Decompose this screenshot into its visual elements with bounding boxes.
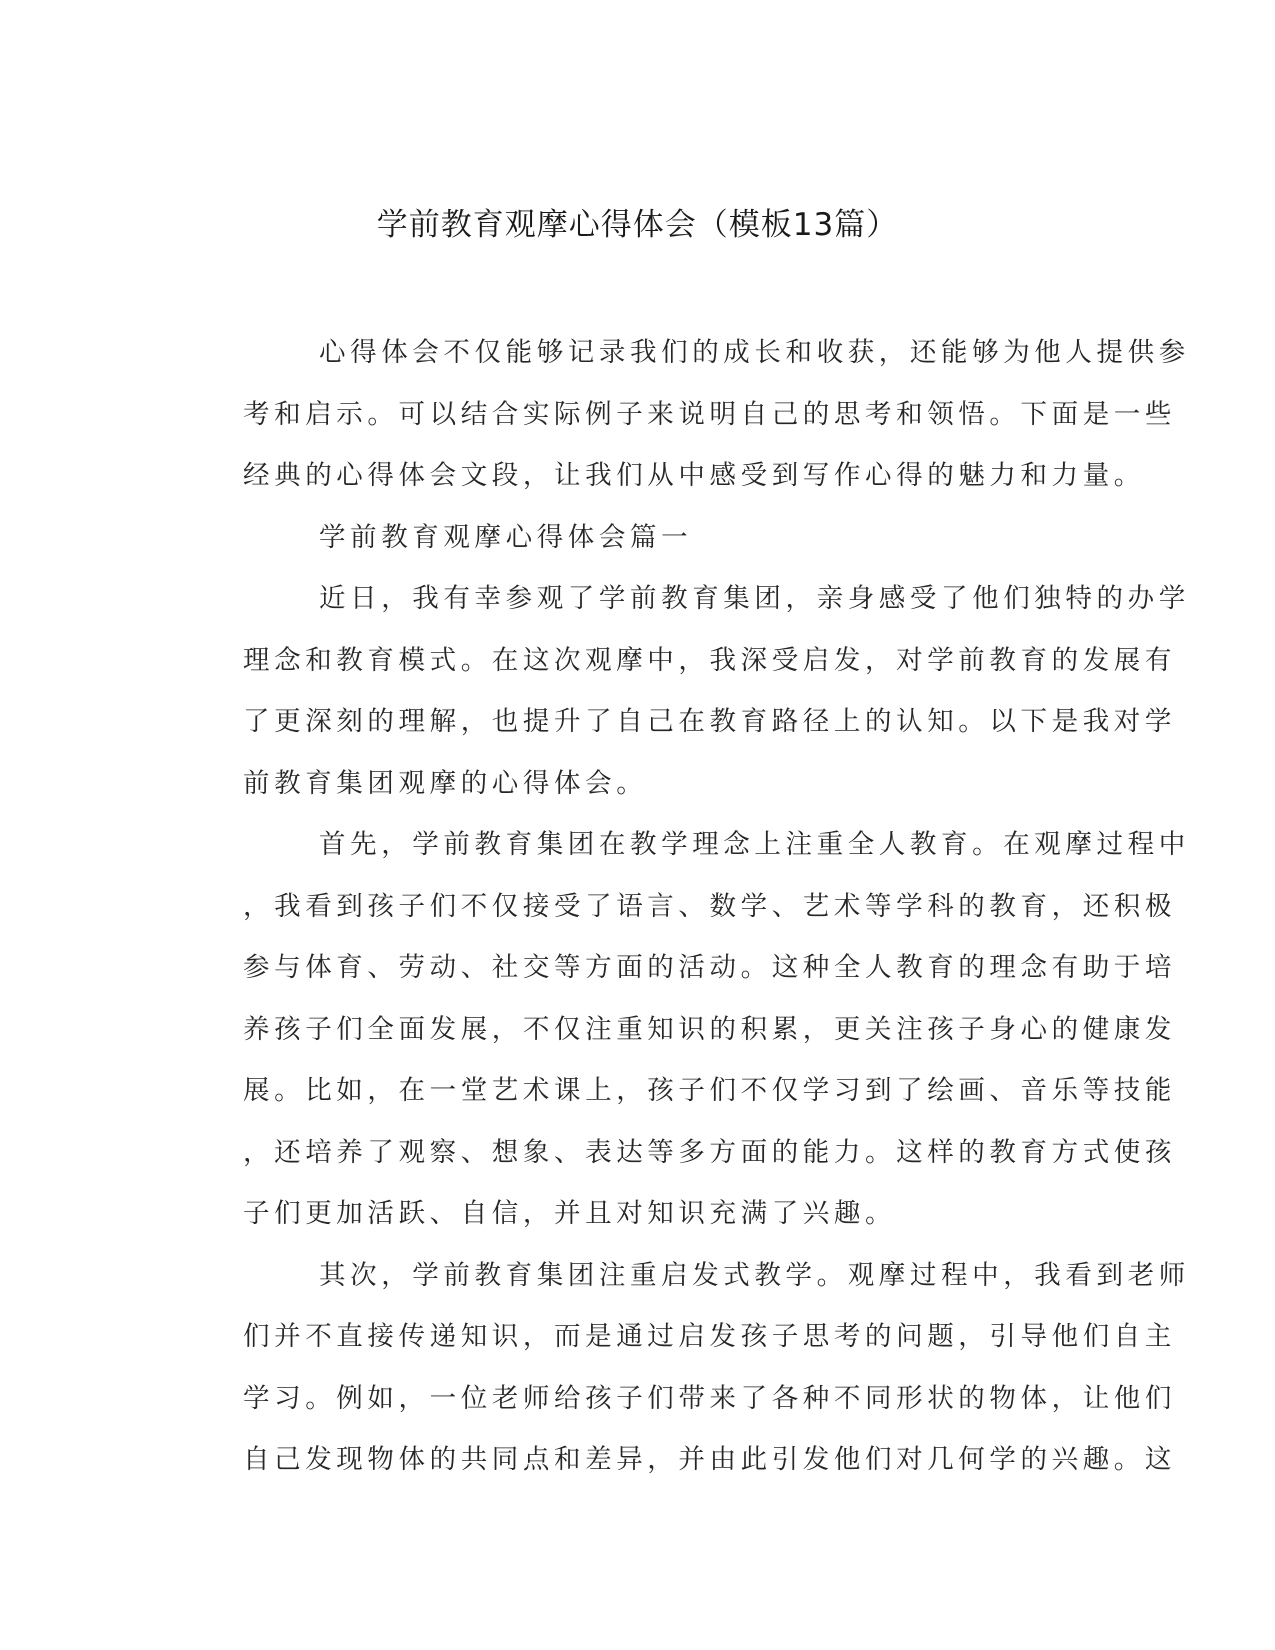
- paragraph-1: [190, 568, 1190, 814]
- text-line: 学习。例如，一位老师给孩子们带来了各种不同形状的物体，让他们: [243, 1382, 1176, 1414]
- text-line: 首先，学前教育集团在教学理念上注重全人教育。在观摩过程中: [319, 829, 1190, 860]
- text-line: 理念和教育模式。在这次观摩中，我深受启发，对学前教育的发展有: [243, 644, 1176, 676]
- text-line: 子们更加活跃、自信，并且对知识充满了兴趣。: [243, 1198, 897, 1229]
- text-line: 自己发现物体的共同点和差异，并由此引发他们对几何学的兴趣。这: [243, 1444, 1176, 1475]
- section-heading: [190, 507, 1080, 569]
- text-line: ，还培养了观察、想象、表达等多方面的能力。这样的教育方式使孩: [243, 1136, 1176, 1168]
- text-line: 考和启示。可以结合实际例子来说明自己的思考和领悟。下面是一些: [243, 398, 1176, 430]
- document-body: [190, 322, 1190, 1491]
- paragraph-2: [190, 814, 1190, 1245]
- text-line: 心得体会不仅能够记录我们的成长和收获，还能够为他人提供参: [319, 337, 1190, 368]
- text-line: 参与体育、劳动、社交等方面的活动。这种全人教育的理念有助于培: [243, 952, 1176, 983]
- text-line: 其次，学前教育集团注重启发式教学。观摩过程中，我看到老师: [319, 1259, 1190, 1291]
- section-heading-text: 学前教育观摩心得体会篇一: [319, 521, 693, 553]
- text-line: 们并不直接传递知识，而是通过启发孩子思考的问题，引导他们自主: [243, 1321, 1176, 1352]
- text-line: 近日，我有幸参观了学前教育集团，亲身感受了他们独特的办学: [319, 583, 1190, 614]
- text-line: 经典的心得体会文段，让我们从中感受到写作心得的魅力和力量。: [243, 460, 1145, 491]
- text-line: 前教育集团观摩的心得体会。: [243, 767, 648, 799]
- paragraph-3: [190, 1245, 1190, 1491]
- text-line: 展。比如，在一堂艺术课上，孩子们不仅学习到了绘画、音乐等技能: [243, 1075, 1176, 1106]
- document-title: 学前教育观摩心得体会（模板13篇）: [376, 207, 899, 243]
- text-line: ，我看到孩子们不仅接受了语言、数学、艺术等学科的教育，还积极: [243, 890, 1176, 922]
- paragraph-intro: [190, 322, 1190, 507]
- text-line: 养孩子们全面发展，不仅注重知识的积累，更关注孩子身心的健康发: [243, 1013, 1176, 1045]
- text-line: 了更深刻的理解，也提升了自己在教育路径上的认知。以下是我对学: [243, 706, 1176, 737]
